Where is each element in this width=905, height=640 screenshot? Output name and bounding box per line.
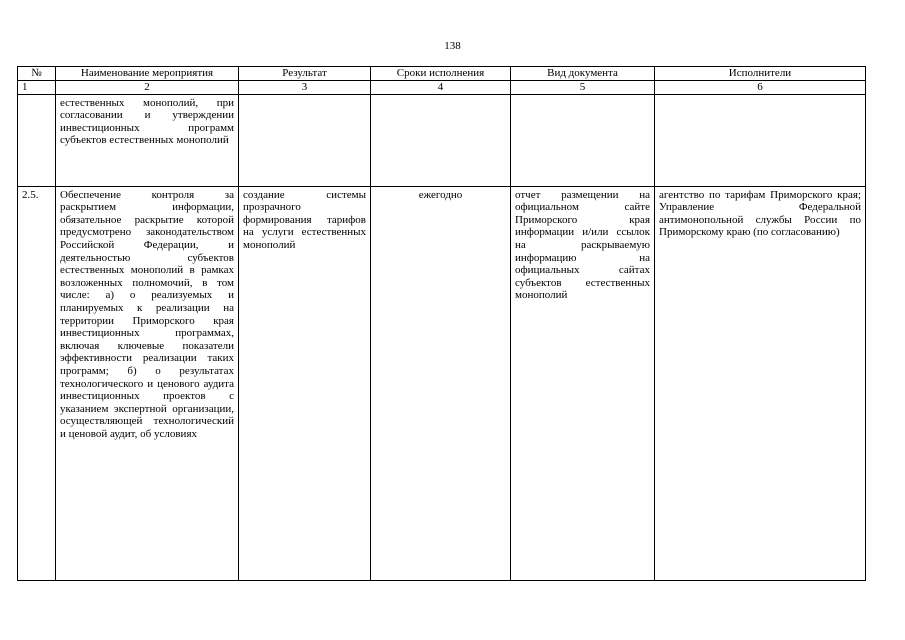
column-number-cell: 1 [18,81,56,95]
table-header-row [18,67,866,81]
header-deadlines: Сроки исполнения [371,67,511,81]
measures-table [17,66,866,581]
executors-cell [655,94,866,186]
column-number-cell: 2 [56,81,239,95]
header-result: Результат [239,67,371,81]
table-row-continuation [18,94,866,186]
result-cell [239,94,371,186]
result-cell: создание системы прозрачного формирования тарифов на услуги естественных монополий [239,186,371,580]
page-number: 138 [444,40,461,52]
deadline-cell [371,94,511,186]
document-type-cell [511,94,655,186]
item-number-cell [18,94,56,186]
header-measure-name: Наименование мероприятия [56,67,239,81]
column-number-cell: 6 [655,81,866,95]
measure-name-cell: Обеспечение контроля за раскрытием информации, обязательное раскрытие которой предусмотрено законодательством Российской Федерации, и деятельностью субъектов естественных монополий в рамках возложенных полномочий, в том числе: а) о реализуемых и планируемых к реализации на территории Приморского края инвестиционных программах, включая ключевые показатели эффективности реализации таких программ; б) о результатах технологического и ценового аудита инвестиционных проектов с указанием экспертной организации, осуществляющей технологический и ценовой аудит, об условиях [56,186,239,580]
executors-cell: агентство по тарифам Приморского края; Управление Федеральной антимонопольной службы России по Приморскому краю (по согласованию) [655,186,866,580]
header-document-type: Вид документа [511,67,655,81]
measure-name-cell: естественных монополий, при согласовании и утверждении инвестиционных программ субъектов естественных монополий [56,94,239,186]
column-number-cell: 4 [371,81,511,95]
column-number-row [18,81,866,95]
header-number: № [18,67,56,81]
header-executors: Исполнители [655,67,866,81]
table-row-2-5 [18,186,866,580]
document-type-cell: отчет размещении на официальном сайте Приморского края информации и/или ссылок на раскрываемую информацию на официальных сайтах субъектов естественных монополий [511,186,655,580]
deadline-cell: ежегодно [371,186,511,580]
column-number-cell: 3 [239,81,371,95]
item-number-cell: 2.5. [18,186,56,580]
column-number-cell: 5 [511,81,655,95]
